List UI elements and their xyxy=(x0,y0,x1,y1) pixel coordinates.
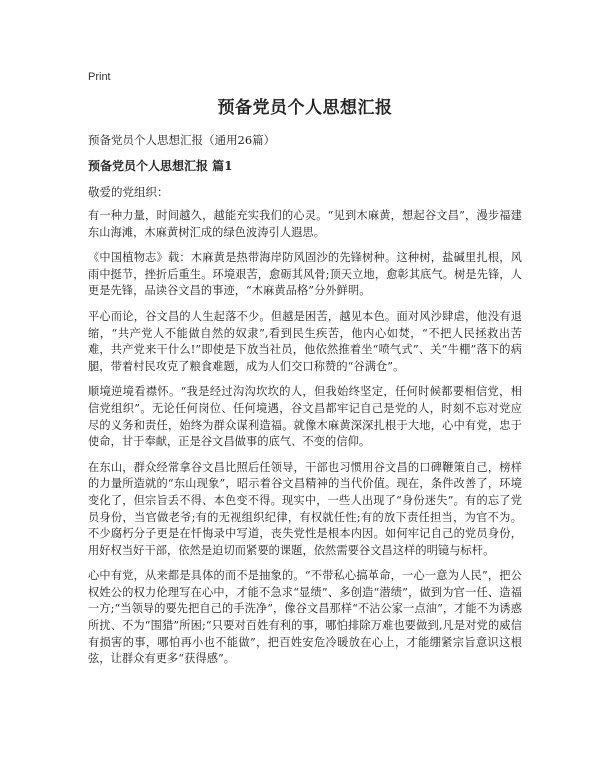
paragraph: 在东山，群众经常拿谷文昌比照后任领导，干部也习惯用谷文昌的口碑鞭策自己，榜样的力量所造就的“东山现象”，昭示着谷文昌精神的当代价值。现在，条件改善了，环境变化了，但宗旨丢不得、本色变不得。现实中，一些人出现了“身份迷失”。有的忘了党员身份，当官做老爷;有的无视组织纪律，有权就任性;有的放下责任担当，为官不为。不少腐朽分子更是在忏悔录中写道，丧失党性是根本内因。如何牢记自己的党员身份，用好权当好干部，依然是迫切而紧要的课题，依然需要谷文昌这样的明镜与标杆。 xyxy=(88,460,522,557)
page-title: 预备党员个人思想汇报 xyxy=(217,98,393,118)
paragraph: 《中国植物志》载：木麻黄是热带海岸防风固沙的先锋树种。这种树，盐碱里扎根，风雨中挺节，挫折后重生。环境艰苦，愈砺其风骨;顶天立地，愈彰其底气。树是先锋，人更是先锋，品读谷文昌的事迹，“木麻黄品格”分外鲜明。 xyxy=(88,251,522,298)
document-subtitle: 预备党员个人思想汇报（通用26篇） xyxy=(88,133,276,147)
paragraph: 心中有党，从来都是具体的而不是抽象的。“不带私心搞革命，一心一意为人民”，把公权姓公的权力伦理写在心中，才能不急求“显绩”、多创造“潜绩”，做到为官一任、造福一方;“当领导的要先把自己的手洗净”，像谷文昌那样“不沾公家一点油”，才能不为诱惑所扰、不为“围猎”所困;“只要对百姓有利的事，哪怕排除万难也要做到,凡是对党的威信有损害的事，哪怕再小也不能做”，把百姓安危冷暖放在心上，才能绷紧宗旨意识这根弦，让群众有更多“获得感”。 xyxy=(88,569,522,666)
section-heading: 预备党员个人思想汇报 篇1 xyxy=(88,159,233,173)
paragraph: 平心而论，谷文昌的人生起落不少。但越是困苦，越见本色。面对风沙肆虐，他没有退缩，“共产党人不能做自然的奴隶”,看到民生疾苦，他内心如焚，“不把人民拯救出苦难，共产党来干什么!”即使是下放当社员，他依然推着坐“喷气式”、关“牛棚”落下的病腿，带着村民攻克了粮食难题，成为人们交口称赞的“谷满仓”。 xyxy=(88,309,522,373)
paragraph: 有一种力量，时间越久，越能充实我们的心灵。“见到木麻黄，想起谷文昌”，漫步福建东山海滩，木麻黄树汇成的绿色波涛引人遐思。 xyxy=(88,209,522,239)
paragraph: 顺境逆境看襟怀。“我是经过沟沟坎坎的人，但我始终坚定，任何时候都要相信党，相信党组织”。无论任何岗位、任何境遇，谷文昌都牢记自己是党的人，时刻不忘对党应尽的义务和责任，始终为群众谋利造福。就像木麻黄深深扎根于大地，心中有党，忠于使命，甘于奉献，正是谷文昌做事的底气、不变的信仰。 xyxy=(88,385,522,449)
greeting: 敬爱的党组织： xyxy=(88,185,169,199)
print-label: Print xyxy=(88,71,111,83)
